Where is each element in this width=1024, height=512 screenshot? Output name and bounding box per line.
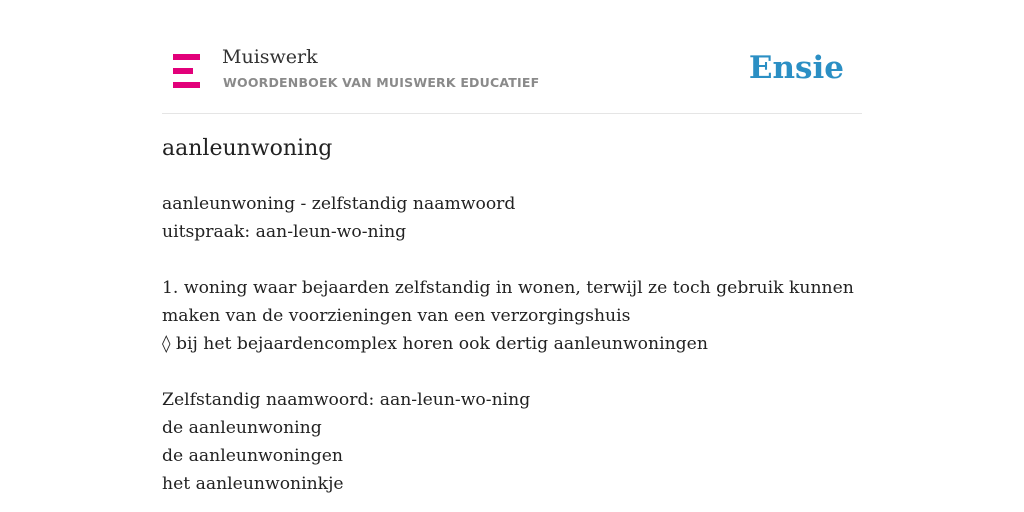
- word-class-line: aanleunwoning - zelfstandig naamwoord: [162, 194, 516, 214]
- definition-line: 1. woning waar bejaarden zelfstandig in wonen, terwijl ze toch gebruik kunnen: [162, 278, 854, 298]
- spacer: [162, 358, 862, 386]
- header: [162, 0, 862, 114]
- example-sentence: ◊ bij het bejaardencomplex horen ook dertig aanleunwoningen: [162, 334, 708, 354]
- pronunciation-line: uitspraak: aan-leun-wo-ning: [162, 222, 407, 242]
- definition-line: maken van de voorzieningen van een verzorgingshuis: [162, 306, 631, 326]
- brand-name[interactable]: Muiswerk: [222, 46, 318, 68]
- form-singular: de aanleunwoning: [162, 418, 322, 438]
- grammar-heading: Zelfstandig naamwoord: aan-leun-wo-ning: [162, 390, 531, 410]
- entry-body: [162, 190, 862, 498]
- ensie-logo[interactable]: Ensie: [748, 50, 844, 86]
- muiswerk-e-logo-icon[interactable]: [173, 54, 200, 88]
- entry-title: aanleunwoning: [162, 136, 333, 161]
- page: [162, 0, 862, 494]
- form-plural: de aanleunwoningen: [162, 446, 343, 466]
- spacer: [162, 246, 862, 274]
- form-diminutive: het aanleunwoninkje: [162, 474, 344, 494]
- brand-subtitle: WOORDENBOEK VAN MUISWERK EDUCATIEF: [223, 75, 540, 90]
